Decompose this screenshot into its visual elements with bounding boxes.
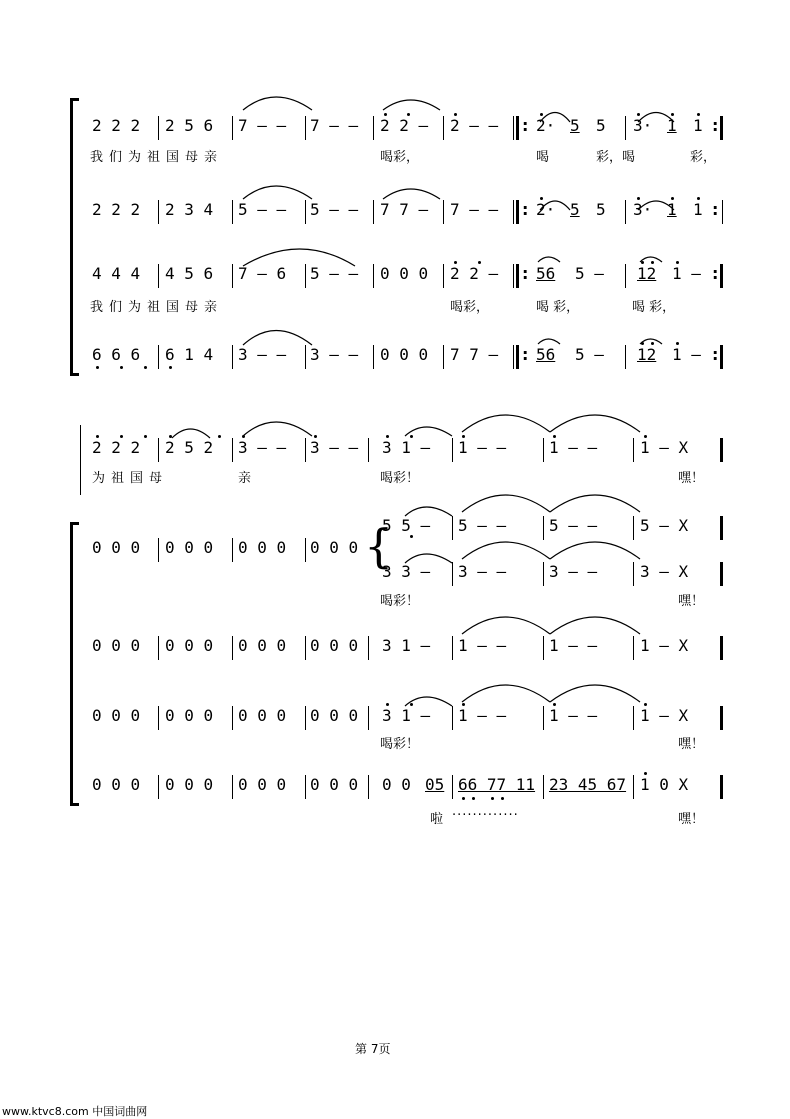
barline: [452, 438, 453, 462]
note: 56: [536, 345, 556, 364]
barline: [543, 636, 544, 660]
high-dot: [242, 435, 245, 438]
high-dot: [478, 261, 481, 264]
repeat-dots: :: [712, 200, 719, 219]
measure: 5 – –: [310, 264, 359, 283]
high-dot: [651, 261, 654, 264]
high-dot: [697, 113, 700, 116]
high-dot: [462, 435, 465, 438]
high-dot: [676, 342, 679, 345]
barline: [305, 345, 306, 369]
note: 3·: [633, 200, 653, 219]
measure: 2 3 4: [165, 200, 214, 219]
high-dot: [641, 342, 644, 345]
note: 1: [667, 116, 677, 135]
system1-staff1: [0, 116, 790, 146]
lyric: 我们为祖国母亲: [90, 300, 224, 315]
barline: [232, 345, 233, 369]
measure: 0 0 0: [92, 706, 141, 725]
measure: 7 7 –: [380, 200, 429, 219]
note: 2·: [536, 200, 556, 219]
measure: 2 2 2: [92, 200, 141, 219]
high-dot: [540, 113, 543, 116]
system2-staff1: [0, 438, 790, 468]
barline-thick: [516, 264, 519, 288]
note: 1 –: [672, 345, 701, 364]
barline: [373, 116, 374, 140]
barline: [232, 264, 233, 288]
barline: [443, 116, 444, 140]
barline: [158, 116, 159, 140]
lyric: 喝彩！: [380, 737, 420, 752]
measure: 4 5 6: [165, 264, 214, 283]
measure: 0 0 0: [238, 775, 287, 794]
measure: 5 – –: [310, 200, 359, 219]
note: 12: [637, 345, 657, 364]
barline: [452, 516, 453, 540]
barline: [543, 775, 544, 799]
barline: [158, 264, 159, 288]
lyric: 喝彩，: [380, 150, 420, 165]
high-dot: [218, 435, 221, 438]
note: 5: [570, 200, 580, 219]
high-dot: [407, 113, 410, 116]
low-dot: [462, 797, 465, 800]
high-dot: [637, 197, 640, 200]
barline: [373, 200, 374, 224]
high-dot: [410, 435, 413, 438]
barline: [625, 345, 626, 369]
repeat-dots: :: [522, 345, 529, 364]
measure: 3 – –: [310, 438, 359, 457]
high-dot: [314, 435, 317, 438]
note: 56: [536, 264, 556, 283]
measure: 3 – –: [310, 345, 359, 364]
barline: [633, 438, 634, 462]
high-dot: [384, 113, 387, 116]
lyric: 嘿！: [678, 594, 705, 609]
barline: [513, 345, 514, 369]
barline: [452, 706, 453, 730]
high-dot: [169, 435, 172, 438]
high-dot: [96, 435, 99, 438]
system2-staff2-upper: [0, 516, 790, 546]
note: 5: [596, 116, 606, 135]
low-dot: [472, 797, 475, 800]
high-dot: [697, 197, 700, 200]
measure: 0 0 0: [165, 775, 214, 794]
lyric: 嘿！: [678, 812, 705, 827]
barline: [625, 116, 626, 140]
measure: 0 0 0: [165, 706, 214, 725]
measure: 5 – X: [640, 516, 689, 535]
lyric: 喝彩，: [450, 300, 490, 315]
low-dot: [144, 366, 147, 369]
low-dot: [96, 366, 99, 369]
low-dot: [501, 797, 504, 800]
measure: 0 0 0: [310, 706, 359, 725]
barline: [305, 264, 306, 288]
note: 1: [693, 116, 703, 135]
barline: [305, 200, 306, 224]
barline: [368, 438, 369, 462]
high-dot: [120, 435, 123, 438]
barline: [305, 438, 306, 462]
measure: 0 0 0: [310, 636, 359, 655]
barline: [543, 438, 544, 462]
barline: [232, 775, 233, 799]
system1-staff2: [0, 200, 790, 230]
system2-staff3: [0, 636, 790, 666]
divisi-brace: {: [364, 519, 394, 573]
measure: 1 – –: [549, 636, 598, 655]
measure: 1 – –: [549, 438, 598, 457]
barline: [543, 562, 544, 586]
measure: 5 5 –: [382, 516, 431, 535]
high-dot: [454, 261, 457, 264]
note: 05: [425, 775, 445, 794]
high-dot: [386, 703, 389, 706]
repeat-dots: :: [712, 264, 719, 283]
measure: 1 – –: [549, 706, 598, 725]
lyric: 嘿！: [678, 737, 705, 752]
barline: [158, 706, 159, 730]
barline-thick: [720, 264, 723, 288]
measure: 3 1 –: [382, 706, 431, 725]
measure: 3 – –: [458, 562, 507, 581]
system1-staff1-lyrics: [0, 146, 790, 176]
barline: [443, 345, 444, 369]
system2-staff5-lyrics: [0, 808, 790, 838]
barline: [513, 264, 514, 288]
measure: 7 – –: [450, 200, 499, 219]
barline: [513, 116, 514, 140]
low-dot: [169, 366, 172, 369]
measure: 66 77 11: [458, 775, 536, 794]
system2-staff4: [0, 706, 790, 736]
barline: [368, 775, 369, 799]
measure: 0 0 0: [92, 538, 141, 557]
measure: 23 45 67: [549, 775, 627, 794]
note: 5: [570, 116, 580, 135]
measure: 6 1 4: [165, 345, 214, 364]
note: 12: [637, 264, 657, 283]
system2-staff4-lyrics: [0, 733, 790, 763]
barline: [625, 264, 626, 288]
measure: 6 6 6: [92, 345, 141, 364]
barline: [452, 562, 453, 586]
measure: 0 0: [382, 775, 411, 794]
barline: [305, 775, 306, 799]
repeat-dots: :: [522, 116, 529, 135]
barline-thick: [720, 116, 723, 140]
measure: 0 0 0: [310, 775, 359, 794]
high-dot: [637, 113, 640, 116]
note: 3·: [633, 116, 653, 135]
lyric: 彩，喝: [596, 150, 636, 165]
barline: [158, 636, 159, 660]
site-watermark: www.ktvc8.com 中国词曲网: [2, 1105, 148, 1118]
measure: 5 – –: [458, 516, 507, 535]
high-dot: [644, 435, 647, 438]
barline: [158, 345, 159, 369]
high-dot: [540, 197, 543, 200]
high-dot: [454, 113, 457, 116]
barline: [305, 706, 306, 730]
barline: [452, 775, 453, 799]
barline: [368, 636, 369, 660]
high-dot: [644, 703, 647, 706]
high-dot: [553, 435, 556, 438]
measure: 0 0 0: [238, 636, 287, 655]
lyric: 喝彩！: [380, 594, 420, 609]
measure: 1 – –: [458, 706, 507, 725]
high-dot: [671, 113, 674, 116]
lyric: 喝: [536, 150, 550, 165]
high-dot: [144, 435, 147, 438]
measure: 3 – X: [640, 562, 689, 581]
barline: [633, 562, 634, 586]
barline-thick: [516, 345, 519, 369]
measure: 0 0 0: [238, 706, 287, 725]
barline-final: [720, 775, 723, 799]
lyric: 喝 彩，: [632, 300, 676, 315]
measure: 1 0 X: [640, 775, 689, 794]
high-dot: [410, 703, 413, 706]
barline: [232, 706, 233, 730]
barline: [158, 775, 159, 799]
high-dot: [676, 261, 679, 264]
page-number: 第 7页: [355, 1042, 391, 1056]
barline: [305, 116, 306, 140]
measure: 0 0 0: [92, 775, 141, 794]
barline-thick: [516, 116, 519, 140]
system1-staff4: [0, 345, 790, 375]
measure: 3 – –: [238, 345, 287, 364]
system2-staff2-lyrics: [0, 590, 790, 620]
lyric: 亲: [238, 471, 252, 486]
barline: [158, 200, 159, 224]
barline: [232, 116, 233, 140]
high-dot: [462, 703, 465, 706]
measure: 3 1 –: [382, 636, 431, 655]
measure: 3 – –: [549, 562, 598, 581]
high-dot: [651, 342, 654, 345]
system1-staff3: [0, 264, 790, 294]
note: 5: [596, 200, 606, 219]
lyric: 我们为祖国母亲: [90, 150, 224, 165]
measure: 2 2 –: [380, 116, 429, 135]
barline: [373, 264, 374, 288]
high-dot: [641, 261, 644, 264]
note: 5 –: [575, 264, 604, 283]
note: 1: [667, 200, 677, 219]
measure: 0 0 0: [92, 636, 141, 655]
measure: 5 – –: [238, 200, 287, 219]
system2-staff5: [0, 775, 790, 805]
measure: 0 0 0: [165, 636, 214, 655]
lyric: 喝彩！: [380, 471, 420, 486]
lyric: ·············: [452, 808, 519, 823]
repeat-dots: :: [522, 200, 529, 219]
measure: 2 5 2: [165, 438, 214, 457]
measure: 0 0 0: [380, 264, 429, 283]
barline: [158, 438, 159, 462]
barline-final: [720, 516, 723, 540]
measure: 2 2 –: [450, 264, 499, 283]
system2-staff1-lyrics: [0, 467, 790, 497]
measure: 7 – –: [238, 116, 287, 135]
high-dot: [671, 197, 674, 200]
barline: [373, 345, 374, 369]
barline: [633, 775, 634, 799]
barline-final: [720, 706, 723, 730]
barline: [443, 200, 444, 224]
lyric: 嘿！: [678, 471, 705, 486]
lyric: 喝 彩，: [536, 300, 580, 315]
measure: 0 0 0: [380, 345, 429, 364]
measure: 2 2 2: [92, 116, 141, 135]
barline: [722, 200, 723, 224]
measure: 4 4 4: [92, 264, 141, 283]
measure: 3 1 –: [382, 438, 431, 457]
barline: [232, 200, 233, 224]
measure: 1 – –: [458, 438, 507, 457]
lyric: 为祖国母: [92, 471, 169, 486]
note: 5 –: [575, 345, 604, 364]
barline: [543, 706, 544, 730]
measure: 3 – –: [238, 438, 287, 457]
repeat-dots: :: [712, 345, 719, 364]
measure: 3 3 –: [382, 562, 431, 581]
barline: [633, 636, 634, 660]
barline-final: [720, 636, 723, 660]
measure: 2 – –: [450, 116, 499, 135]
measure: 7 7 –: [450, 345, 499, 364]
measure: 0 0 0: [310, 538, 359, 557]
measure: 0 0 0: [238, 538, 287, 557]
note: 2·: [536, 116, 556, 135]
measure: 1 – X: [640, 706, 689, 725]
measure: 1 – –: [458, 636, 507, 655]
high-dot: [553, 703, 556, 706]
barline-thick: [516, 200, 519, 224]
measure: 7 – 6: [238, 264, 287, 283]
barline: [513, 200, 514, 224]
low-dot: [491, 797, 494, 800]
barline-final: [720, 562, 723, 586]
system1-staff3-lyrics: [0, 296, 790, 326]
barline: [452, 636, 453, 660]
high-dot: [386, 435, 389, 438]
barline: [305, 636, 306, 660]
lyric: 啦: [430, 812, 444, 827]
low-dot: [120, 366, 123, 369]
measure: 5 – –: [549, 516, 598, 535]
measure: 1 – X: [640, 636, 689, 655]
barline: [368, 706, 369, 730]
note: 1 –: [672, 264, 701, 283]
system2-staff2-lower: [0, 562, 790, 592]
barline-final: [720, 438, 723, 462]
lyric: 彩，: [690, 150, 717, 165]
high-dot: [644, 772, 647, 775]
barline: [543, 516, 544, 540]
barline: [443, 264, 444, 288]
measure: 0 0 0: [165, 538, 214, 557]
measure: 2 5 6: [165, 116, 214, 135]
barline: [633, 706, 634, 730]
measure: 2 2 2: [92, 438, 141, 457]
barline: [232, 636, 233, 660]
barline: [633, 516, 634, 540]
barline: [625, 200, 626, 224]
barline-thick: [720, 345, 723, 369]
measure: 7 – –: [310, 116, 359, 135]
repeat-dots: :: [712, 116, 719, 135]
low-dot: [410, 535, 413, 538]
note: 1: [693, 200, 703, 219]
measure: 1 – X: [640, 438, 689, 457]
repeat-dots: :: [522, 264, 529, 283]
barline: [232, 438, 233, 462]
